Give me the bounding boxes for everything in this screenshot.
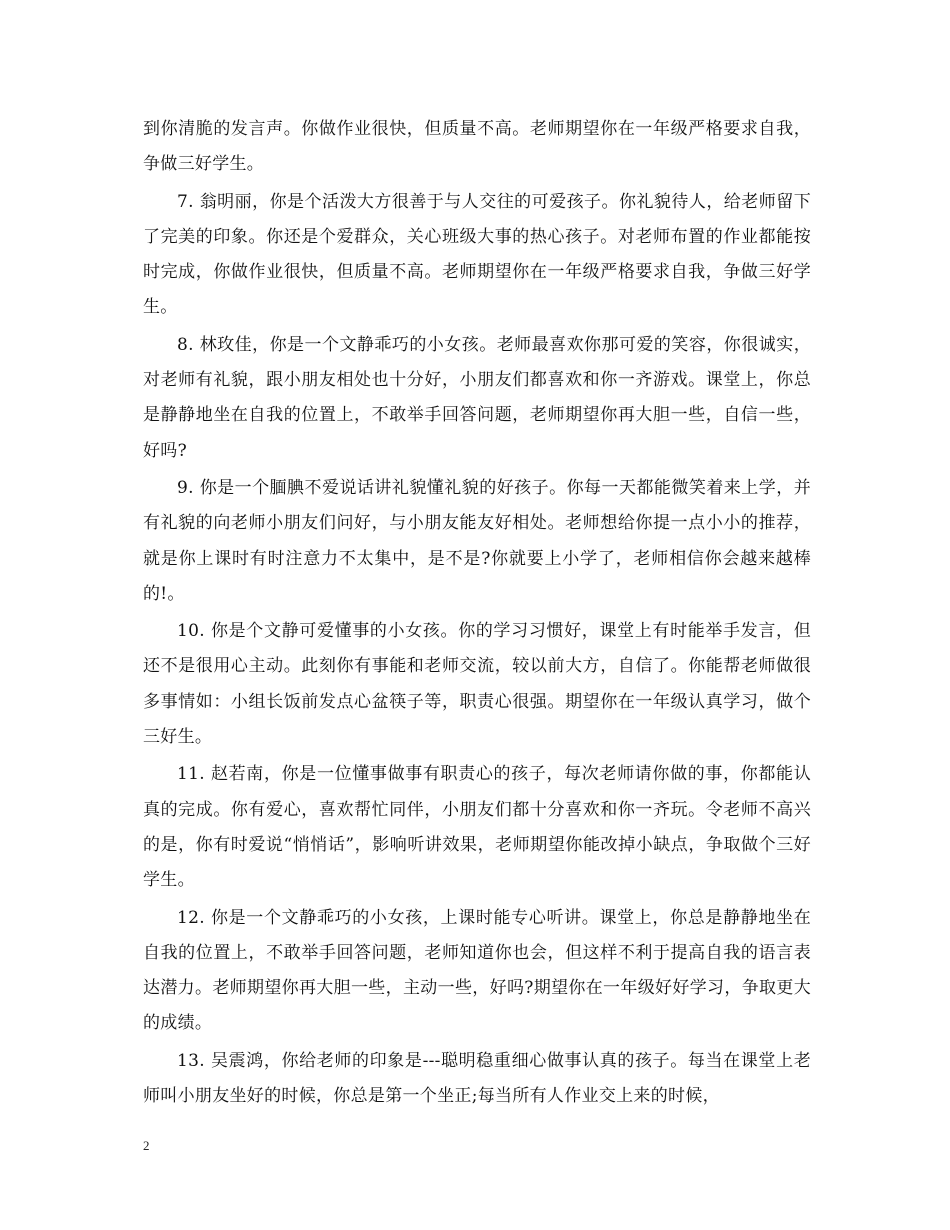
page-number: 2 — [143, 1138, 150, 1153]
paragraph: 7. 翁明丽，你是个活泼大方很善于与人交往的可爱孩子。你礼貌待人，给老师留下了完美的印象。你还是个爱群众，关心班级大事的热心孩子。对老师布置的作业都能按时完成，你做作业很快，但质量不高。老师期望你在一年级严格要求自我，争做三好学生。 — [143, 191, 811, 318]
paragraph: 13. 吴震鸿，你给老师的印象是---聪明稳重细心做事认真的孩子。每当在课堂上老师叫小朋友坐好的时候，你总是第一个坐正;每当所有人作业交上来的时候， — [143, 1050, 811, 1107]
paragraph: 到你清脆的发言声。你做作业很快，但质量不高。老师期望你在一年级严格要求自我，争做三好学生。 — [143, 119, 811, 175]
paragraph: 11. 赵若南，你是一位懂事做事有职责心的孩子，每次老师请你做的事，你都能认真的完成。你有爱心，喜欢帮忙同伴，小朋友们都十分喜欢和你一齐玩。令老师不高兴的是，你有时爱说“悄悄话”，影响听讲效果，老师期望你能改掉小缺点，争取做个三好学生。 — [143, 764, 811, 891]
document-body — [143, 112, 811, 1116]
paragraph: 10. 你是个文静可爱懂事的小女孩。你的学习习惯好，课堂上有时能举手发言，但还不是很用心主动。此刻你有事能和老师交流，较以前大方，自信了。你能帮老师做很多事情如：小组长饭前发点心盆筷子等，职责心很强。期望你在一年级认真学习，做个三好生。 — [143, 621, 811, 748]
paragraph: 8. 林玫佳，你是一个文静乖巧的小女孩。老师最喜欢你那可爱的笑容，你很诚实，对老师有礼貌，跟小朋友相处也十分好，小朋友们都喜欢和你一齐游戏。课堂上，你总是静静地坐在自我的位置上，不敢举手回答问题，老师期望你再大胆一些，自信一些，好吗? — [143, 334, 811, 461]
paragraph: 12. 你是一个文静乖巧的小女孩，上课时能专心听讲。课堂上，你总是静静地坐在自我的位置上，不敢举手回答问题，老师知道你也会，但这样不利于提高自我的语言表达潜力。老师期望你再大胆一些，主动一些，好吗?期望你在一年级好好学习，争取更大的成绩。 — [143, 907, 811, 1034]
paragraph: 9. 你是一个腼腆不爱说话讲礼貌懂礼貌的好孩子。你每一天都能微笑着来上学，并有礼貌的向老师小朋友们问好，与小朋友能友好相处。老师想给你提一点小小的推荐，就是你上课时有时注意力不太集中，是不是?你就要上小学了，老师相信你会越来越棒的!。 — [143, 477, 811, 604]
